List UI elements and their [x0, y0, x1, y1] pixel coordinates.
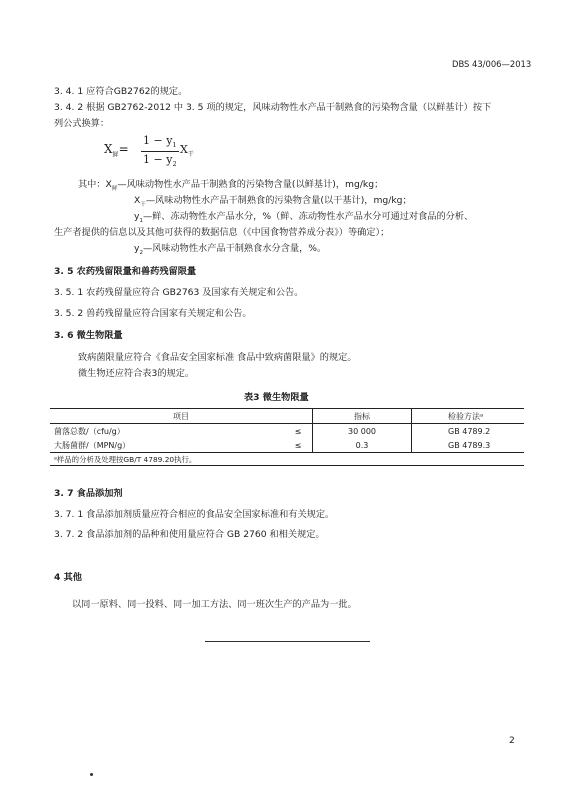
row-value: 30 000 — [313, 424, 412, 439]
clause-3-7-2: 3. 7. 2 食品添加剂的品种和使用量应符合 GB 2760 和相关规定。 — [54, 529, 325, 540]
header-limit: 指标 — [313, 409, 412, 424]
formula-den-sub: 2 — [172, 160, 177, 169]
where-line-3 — [134, 208, 473, 224]
where-line-2 — [134, 192, 412, 208]
row-value: 0.3 — [313, 438, 412, 453]
where-l2-symbol: X — [134, 195, 141, 206]
formula-numerator: 1 − y — [143, 134, 173, 147]
where-line-4: 生产者提供的信息以及其他可获得的数据信息（《中国食物营养成分表》）等确定）； — [54, 227, 390, 238]
page-number: 2 — [509, 735, 515, 746]
formula-num-sub: 1 — [172, 141, 177, 150]
header-method: 检验方法ᵃ — [412, 409, 525, 424]
row-method: GB 4789.2 — [448, 426, 491, 436]
formula-eq: = — [118, 142, 129, 156]
fraction-bar — [141, 151, 179, 152]
formula-rhs: X — [180, 143, 188, 156]
row-item: 大肠菌群/（MPN/g） — [50, 438, 284, 453]
table-row — [50, 424, 524, 439]
clause-3-4-2-line2: 列公式换算： — [54, 118, 110, 129]
scan-dot — [90, 773, 93, 776]
where-intro: 其中：X — [78, 179, 112, 190]
row-operator: ≤ — [284, 438, 313, 453]
section-3-6-paragraph-1: 致病菌限量应符合《食品安全国家标准 食品中致病菌限量》的规定。 — [78, 352, 357, 363]
microbial-limits-table — [50, 408, 524, 466]
where-l2-rest: —风味动物性水产品干制熟食的污染物含量(以干基计)，mg/kg； — [145, 195, 412, 206]
formula-denominator: 1 − y — [143, 153, 173, 166]
clause-3-4-2-line1: 3. 4. 2 根据 GB2762-2012 中 3. 5 项的规定，风味动物性水产品干制熟食的污染物含量（以鲜基计）按下 — [54, 102, 492, 113]
section-3-6-paragraph-2: 微生物还应符合表3的规定。 — [78, 368, 195, 379]
section-3-6-title: 3. 6 微生物限量 — [54, 330, 123, 341]
clause-3-5-2: 3. 5. 2 兽药残留量应符合国家有关规定和公告。 — [54, 308, 252, 319]
where-l2-sub: 干 — [140, 201, 146, 208]
where-intro-rest: —风味动物性水产品干制熟食的污染物含量(以鲜基计)，mg/kg； — [117, 179, 384, 190]
where-l5-symbol: y — [134, 243, 140, 254]
formula-lhs-sub: 鲜 — [112, 151, 119, 159]
section-4-paragraph: 以同一原料、同一投料、同一加工方法、同一班次生产的产品为一批。 — [72, 599, 357, 610]
formula-lhs: X — [104, 142, 113, 156]
where-l5-sub: 2 — [139, 249, 143, 256]
end-rule — [205, 641, 370, 642]
where-intro-sub: 鲜 — [111, 185, 118, 192]
header-item: 项目 — [50, 409, 313, 424]
row-operator: ≤ — [284, 424, 313, 439]
where-l5-rest: —风味动物性水产品干制熟食水分含量，%。 — [142, 243, 327, 254]
table-footnote-row — [50, 453, 524, 466]
table-row — [50, 438, 524, 453]
section-3-7-title: 3. 7 食品添加剂 — [54, 488, 123, 499]
document-code: DBS 43/006—2013 — [452, 59, 532, 69]
section-3-5-title: 3. 5 农药残留限量和兽药残留限量 — [54, 266, 197, 277]
table-caption: 表3 微生物限量 — [244, 392, 309, 403]
where-l3-sub: 1 — [139, 217, 143, 224]
section-4-title: 4 其他 — [54, 572, 82, 583]
clause-3-4-1: 3. 4. 1 应符合GB2762的规定。 — [54, 86, 188, 97]
row-method: GB 4789.3 — [412, 438, 525, 453]
clause-3-7-1: 3. 7. 1 食品添加剂质量应符合相应的食品安全国家标准和有关规定。 — [54, 509, 335, 520]
where-line-1 — [78, 176, 383, 192]
where-line-5 — [134, 240, 326, 256]
row-item: 菌落总数/（cfu/g） — [54, 426, 125, 436]
clause-3-5-1: 3. 5. 1 农药残留量应符合 GB2763 及国家有关规定和公告。 — [54, 287, 304, 298]
where-l3-rest: —鲜、冻动物性水产品水分，%（鲜、冻动物性水产品水分可通过对食品的分析、 — [142, 211, 474, 222]
where-l3-symbol: y — [134, 211, 140, 222]
table-header-row — [50, 409, 524, 424]
table-footnote: ᵃ样品的分析及处理按GB/T 4789.20执行。 — [50, 453, 524, 466]
formula-rhs-sub: 干 — [187, 151, 194, 159]
